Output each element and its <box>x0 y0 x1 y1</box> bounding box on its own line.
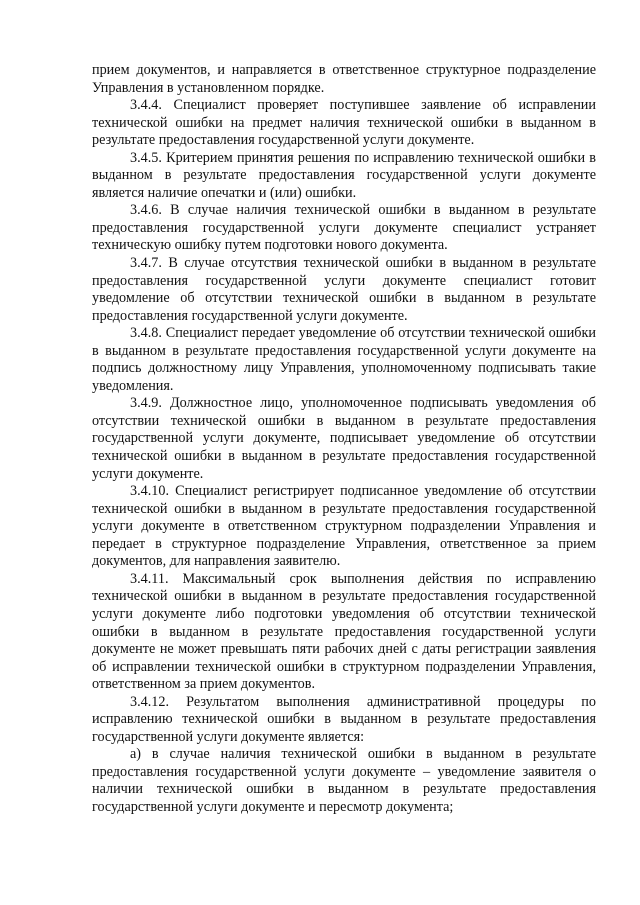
paragraph-3-4-8: 3.4.8. Специалист передает уведомление об отсутствии технической ошибки в выданном в результате предоставления государственной услуги документе на подпись должностному лицу Управления, уполномоченному подписывать такие уведомления. <box>92 325 596 394</box>
paragraph-3-4-12: 3.4.12. Результатом выполнения административной процедуры по исправлению технической ошибки в выданном в результате предоставления государственной услуги документе является: <box>92 693 596 745</box>
document-page <box>92 62 596 817</box>
paragraph-3-4-7: 3.4.7. В случае отсутствия технической ошибки в выданном в результате предоставления государственной услуги документе специалист готовит уведомление об отсутствии технической ошибки в выданном в результате предоставления государственной услуги документе. <box>92 255 596 324</box>
paragraph-item-a: а) в случае наличия технической ошибки в выданном в результате предоставления государственной услуги документе – уведомление заявителя о наличии технической ошибки в выданном в результате предоставления государственной услуги документе и пересмотр документа; <box>92 746 596 815</box>
paragraph-3-4-9: 3.4.9. Должностное лицо, уполномоченное подписывать уведомления об отсутствии технической ошибки в выданном в результате предоставления государственной услуги документе, подписывает уведомление об отсутствии технической ошибки в выданном в результате предоставления государственной услуги документе. <box>92 395 596 482</box>
paragraph-continuation: прием документов, и направляется в ответственное структурное подразделение Управления в установленном порядке. <box>92 62 596 96</box>
paragraph-3-4-10: 3.4.10. Специалист регистрирует подписанное уведомление об отсутствии технической ошибки в выданном в результате предоставления государственной услуги документе в ответственном структурном подразделении Управления и передает в структурное подразделение Управления, ответственное за прием документов, для направления заявителю. <box>92 483 596 570</box>
paragraph-3-4-4: 3.4.4. Специалист проверяет поступившее заявление об исправлении технической ошибки на предмет наличия технической ошибки в выданном в результате предоставления государственной услуги документе. <box>92 97 596 149</box>
paragraph-3-4-6: 3.4.6. В случае наличия технической ошибки в выданном в результате предоставления государственной услуги документе специалист устраняет техническую ошибку путем подготовки нового документа. <box>92 202 596 254</box>
paragraph-3-4-11: 3.4.11. Максимальный срок выполнения действия по исправлению технической ошибки в выданном в результате предоставления государственной услуги документе либо подготовки уведомления об отсутствии технической ошибки в выданном в результате предоставления государственной услуги документе не может превышать пяти рабочих дней с даты регистрации заявления об исправлении технической ошибки в структурном подразделении Управления, ответственном за прием документов. <box>92 570 596 693</box>
paragraph-3-4-5: 3.4.5. Критерием принятия решения по исправлению технической ошибки в выданном в результате предоставления государственной услуги документе является наличие опечатки и (или) ошибки. <box>92 149 596 201</box>
